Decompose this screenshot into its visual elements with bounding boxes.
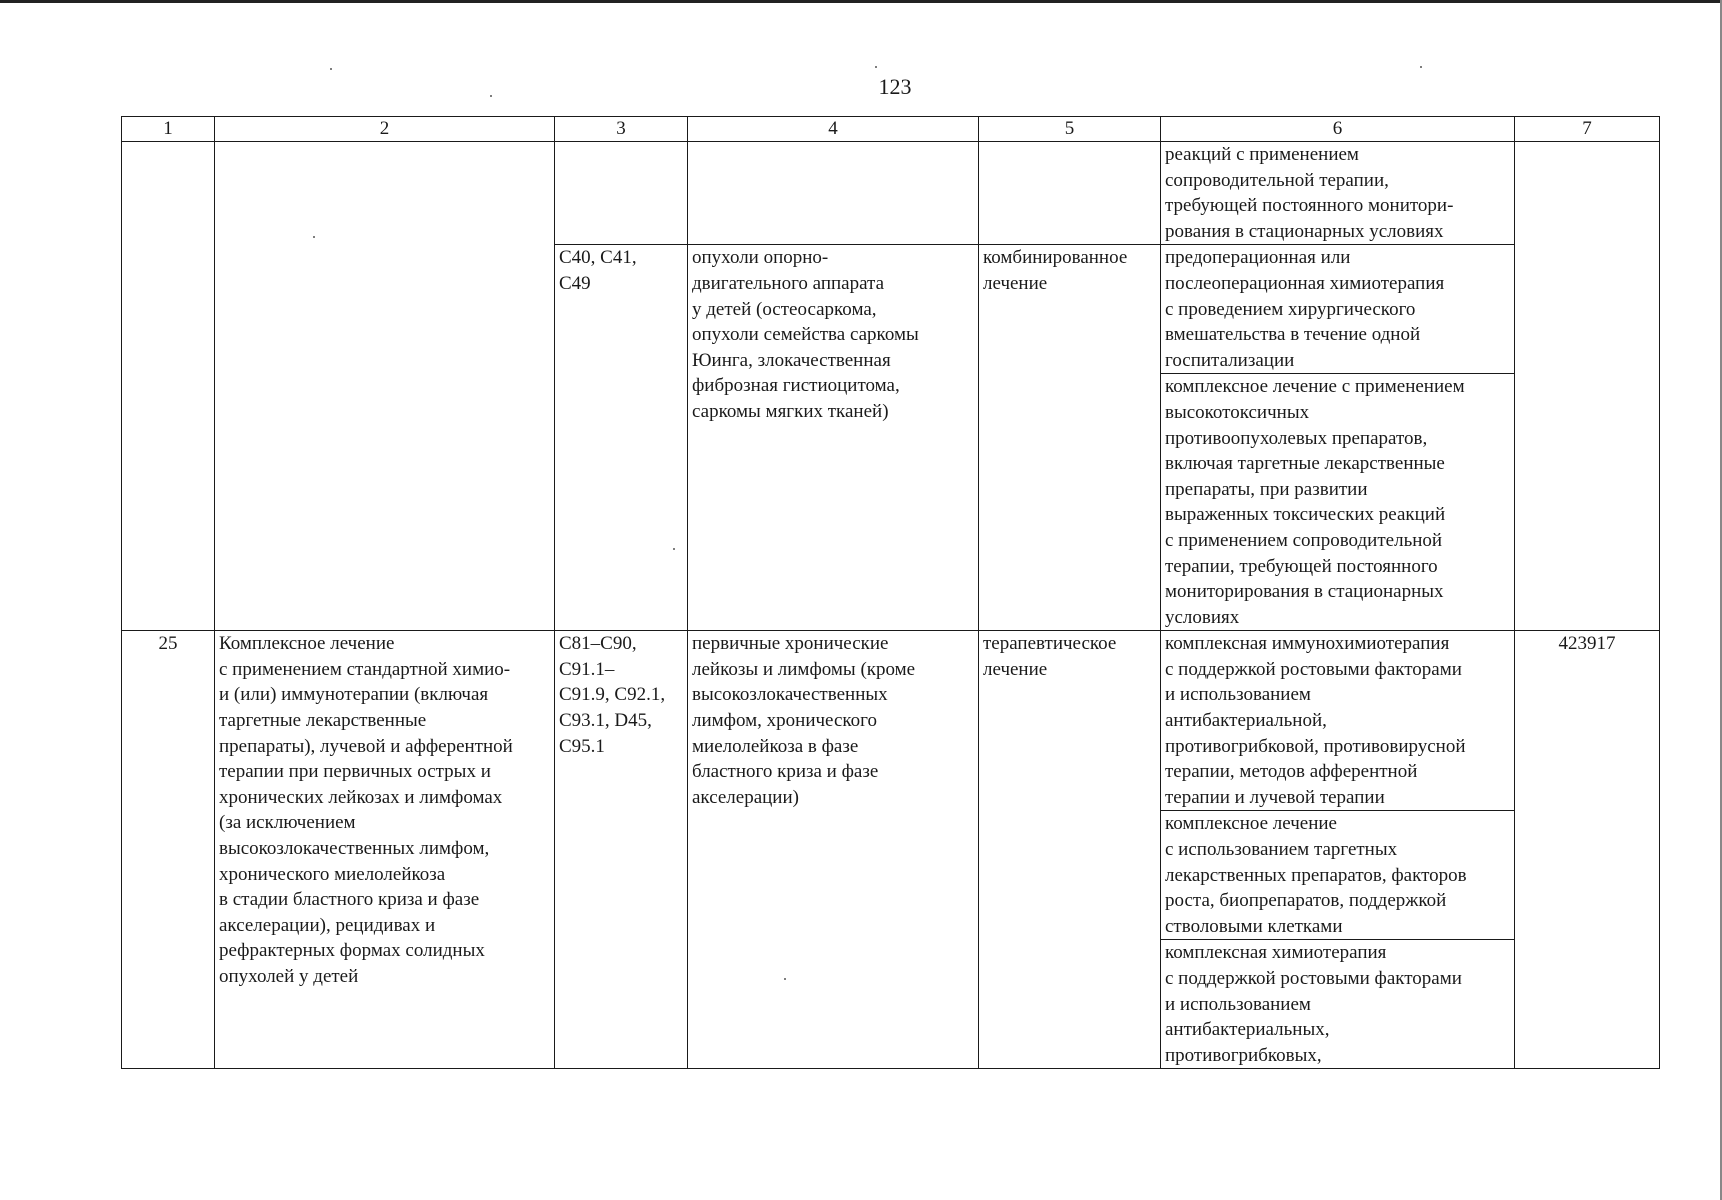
text-line: с поддержкой ростовыми факторами (1165, 658, 1462, 680)
treatment-method-cell (1161, 940, 1515, 1069)
text-line: противоопухолевых препаратов, (1165, 427, 1428, 449)
text-line: опухоли опорно- (692, 247, 829, 269)
diagnosis-codes-cell (555, 631, 688, 1069)
text-line: C93.1, D45, (559, 710, 652, 732)
text-line: хронических лейкозах и лимфомах (219, 786, 503, 808)
text-line: лимфом, хронического (692, 710, 877, 732)
treatment-type-cell (979, 631, 1161, 1069)
text-line: C91.1– (559, 658, 615, 680)
text-line: опухолей у детей (219, 966, 359, 987)
text-line: госпитализации (1165, 349, 1295, 371)
treatment-type-cell (979, 142, 1161, 245)
table-row (122, 142, 1660, 245)
text-line: лечение (983, 658, 1048, 680)
text-line: противогрибковых, (1165, 1044, 1322, 1066)
text-line: антибактериальных, (1165, 1019, 1330, 1041)
text-line: вмешательства в течение одной (1165, 324, 1421, 346)
text-line: лечение (983, 272, 1048, 294)
text-line: с применением сопроводительной (1165, 529, 1443, 551)
treatment-method-cell (1161, 245, 1515, 374)
patient-model-cell (688, 142, 979, 245)
text-line: с проведением хирургического (1165, 298, 1416, 320)
text-line: комплексное лечение (1165, 813, 1337, 835)
text-line: миелолейкоза в фазе (692, 735, 859, 757)
scan-speck (1420, 66, 1422, 68)
column-header: 6 (1161, 117, 1515, 142)
text-line: опухоли семейства саркомы (692, 324, 919, 346)
treatment-method-cell (1161, 374, 1515, 631)
text-line: предоперационная или (1165, 247, 1351, 269)
text-line: противогрибковой, противовирусной (1165, 735, 1466, 757)
column-header: 2 (215, 117, 555, 142)
table-row (122, 631, 1660, 811)
text-line: послеоперационная химиотерапия (1165, 272, 1445, 294)
text-line: с поддержкой ростовыми факторами (1165, 968, 1462, 990)
column-header: 7 (1515, 117, 1660, 142)
row-number-cell: 25 (122, 631, 215, 1069)
table-header-row (122, 117, 1660, 142)
patient-model-cell (688, 631, 979, 1069)
text-line: фиброзная гистиоцитома, (692, 375, 900, 397)
scan-speck (330, 68, 332, 70)
text-line: терапии и лучевой терапии (1165, 786, 1385, 808)
text-line: акселерации), рецидивах и (219, 914, 436, 936)
text-line: и использованием (1165, 684, 1311, 706)
scan-speck (875, 66, 877, 68)
text-line: комбинированное (983, 247, 1128, 269)
text-line: требующей постоянного монитори- (1165, 195, 1454, 217)
diagnosis-codes-cell (555, 142, 688, 245)
text-line: реакций с применением (1165, 144, 1359, 165)
text-line: высокотоксичных (1165, 401, 1310, 423)
text-line: и (или) иммунотерапии (включая (219, 684, 489, 706)
text-line: комплексная иммунохимиотерапия (1165, 633, 1450, 655)
row-number-cell (122, 142, 215, 631)
text-line: лейкозы и лимфомы (кроме (692, 658, 916, 680)
treatment-type-cell (979, 245, 1161, 631)
text-line: включая таргетные лекарственные (1165, 453, 1445, 475)
column-header: 4 (688, 117, 979, 142)
text-line: антибактериальной, (1165, 710, 1327, 732)
text-line: Комплексное лечение (219, 633, 395, 655)
text-line: роста, биопрепаратов, поддержкой (1165, 890, 1447, 912)
treatment-method-cell (1161, 631, 1515, 811)
text-line: высокозлокачественных лимфом, (219, 838, 490, 860)
text-line: C40, C41, (559, 247, 637, 269)
text-line: акселерации) (692, 786, 799, 808)
text-line: C81–C90, (559, 633, 637, 655)
text-line: терапии при первичных острых и (219, 761, 491, 783)
text-line: бластного криза и фазе (692, 761, 879, 783)
text-line: стволовыми клетками (1165, 915, 1343, 937)
column-header: 1 (122, 117, 215, 142)
service-name-cell (215, 631, 555, 1069)
text-line: C95.1 (559, 735, 605, 757)
text-line: терапии, требующей постоянного (1165, 555, 1438, 577)
text-line: C49 (559, 272, 591, 294)
treatment-method-cell (1161, 142, 1515, 245)
text-line: лекарственных препаратов, факторов (1165, 864, 1467, 886)
text-line: комплексная химиотерапия (1165, 942, 1387, 964)
column-header: 3 (555, 117, 688, 142)
treatment-method-cell (1161, 811, 1515, 940)
text-line: хронического миелолейкоза (219, 863, 446, 885)
text-line: двигательного аппарата (692, 272, 885, 294)
patient-model-cell (688, 245, 979, 631)
service-name-cell (215, 142, 555, 631)
text-line: в стадии бластного криза и фазе (219, 889, 480, 911)
text-line: саркомы мягких тканей) (692, 400, 889, 422)
text-line: сопроводительной терапии, (1165, 169, 1389, 191)
text-line: рования в стационарных условиях (1165, 220, 1444, 242)
text-line: терапии, методов афферентной (1165, 761, 1418, 783)
text-line: (за исключением (219, 812, 356, 834)
text-line: C91.9, C92.1, (559, 684, 666, 706)
text-line: препараты, при развитии (1165, 478, 1368, 500)
text-line: комплексное лечение с применением (1165, 376, 1465, 398)
page-number: 123 (878, 74, 912, 99)
text-line: мониторирования в стационарных (1165, 581, 1444, 603)
text-line: выраженных токсических реакций (1165, 504, 1446, 526)
text-line: таргетные лекарственные (219, 710, 427, 732)
text-line: терапевтическое (983, 633, 1117, 655)
text-line: с применением стандартной химио- (219, 658, 511, 680)
services-table (121, 116, 1660, 1069)
scan-top-edge (0, 0, 1722, 3)
text-line: у детей (остеосаркома, (692, 298, 877, 320)
text-line: Юинга, злокачественная (692, 349, 891, 371)
column-header: 5 (979, 117, 1161, 142)
text-line: рефрактерных формах солидных (219, 940, 485, 962)
text-line: условиях (1165, 606, 1240, 628)
text-line: высокозлокачественных (692, 684, 888, 706)
text-line: и использованием (1165, 993, 1311, 1015)
text-line: препараты), лучевой и афферентной (219, 735, 513, 757)
price-cell (1515, 142, 1660, 631)
diagnosis-codes-cell (555, 245, 688, 631)
price-cell: 423917 (1515, 631, 1660, 1069)
text-line: первичные хронические (692, 633, 889, 655)
text-line: с использованием таргетных (1165, 839, 1398, 861)
